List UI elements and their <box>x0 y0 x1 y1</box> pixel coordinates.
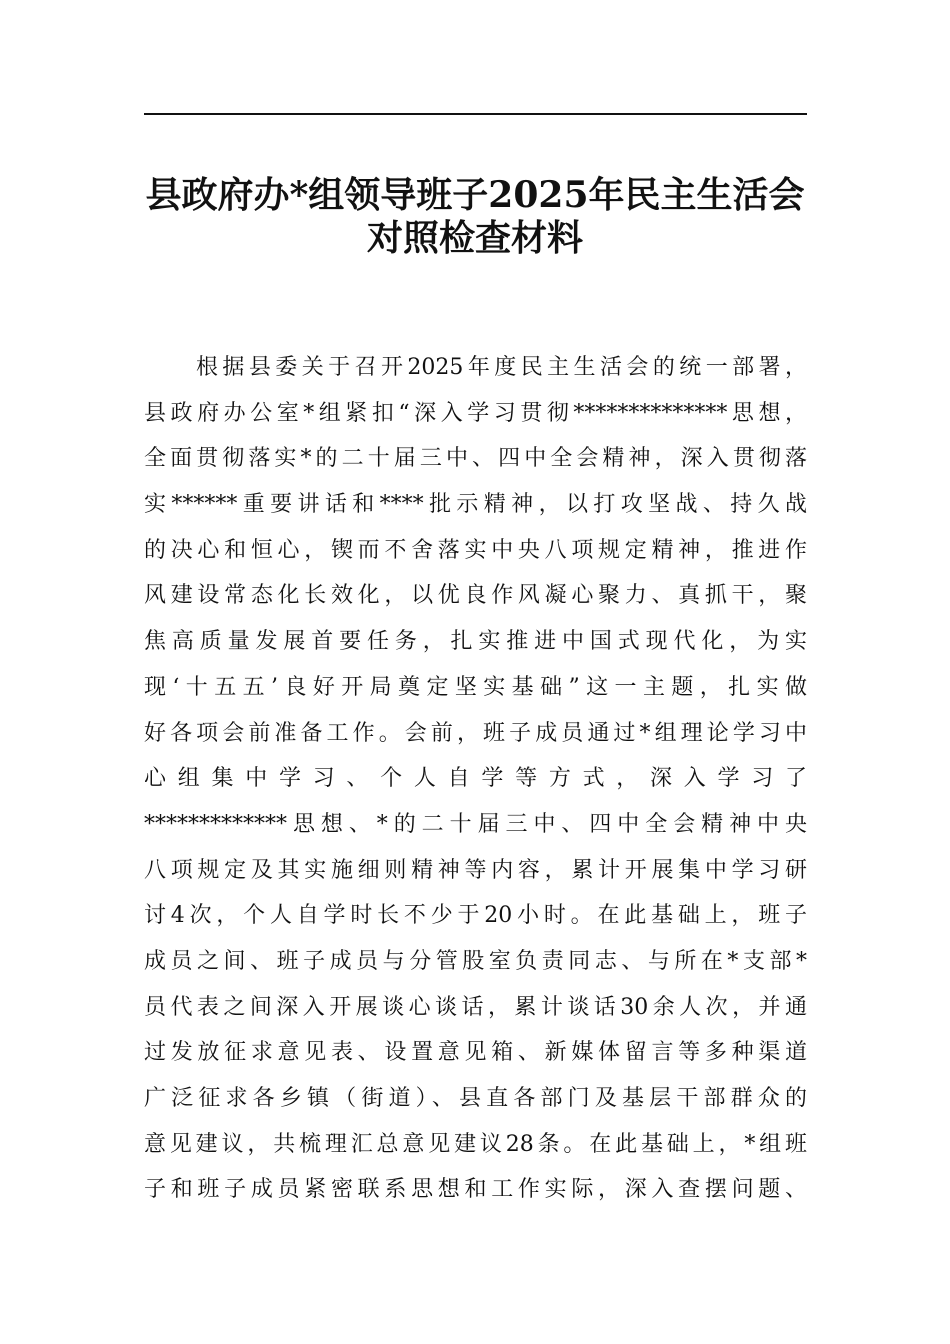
body-line: 根据县委关于召开2025年度民主生活会的统一部署， <box>196 355 807 380</box>
body-line: 八项规定及其实施细则精神等内容，累计开展集中学习研 <box>144 857 807 883</box>
body-line: 的决心和恒心，锲而不舍落实中央八项规定精神，推进作 <box>144 537 807 563</box>
document-title-line-1: 县政府办*组领导班子2025年民主生活会 <box>145 174 805 216</box>
document-title-line-2: 对照检查材料 <box>366 217 583 259</box>
body-line: 实******重要讲话和****批示精神，以打攻坚战、持久战 <box>144 492 807 518</box>
body-line: 讨4次，个人自学时长不少于20小时。在此基础上，班子 <box>144 903 807 929</box>
header-rule <box>144 113 807 115</box>
body-line: *************思想、*的二十届三中、四中全会精神中央 <box>144 811 807 837</box>
body-line: 风建设常态化长效化，以优良作风凝心聚力、真抓干，聚 <box>144 583 807 609</box>
body-line: 现‘十五五’良好开局奠定坚实基础”这一主题，扎实做 <box>144 674 807 700</box>
body-line: 过发放征求意见表、设置意见箱、新媒体留言等多种渠道 <box>144 1040 807 1066</box>
body-line: 心组集中学习、个人自学等方式，深入学习了 <box>144 766 807 792</box>
body-line: 县政府办公室*组紧扣“深入学习贯彻**************思想， <box>144 400 807 426</box>
body-paragraph <box>144 345 807 1213</box>
body-line: 意见建议，共梳理汇总意见建议28条。在此基础上，*组班 <box>144 1131 807 1157</box>
body-line: 全面贯彻落实*的二十届三中、四中全会精神，深入贯彻落 <box>144 446 807 472</box>
body-line: 子和班子成员紧密联系思想和工作实际，深入查摆问题、 <box>144 1177 807 1203</box>
body-line: 广泛征求各乡镇（街道）、县直各部门及基层干部群众的 <box>144 1086 807 1111</box>
body-line: 成员之间、班子成员与分管股室负责同志、与所在*支部* <box>144 948 807 974</box>
body-line: 好各项会前准备工作。会前，班子成员通过*组理论学习中 <box>144 720 807 746</box>
body-line: 员代表之间深入开展谈心谈话，累计谈话30余人次，并通 <box>144 994 807 1020</box>
body-line: 焦高质量发展首要任务，扎实推进中国式现代化，为实 <box>144 629 807 655</box>
